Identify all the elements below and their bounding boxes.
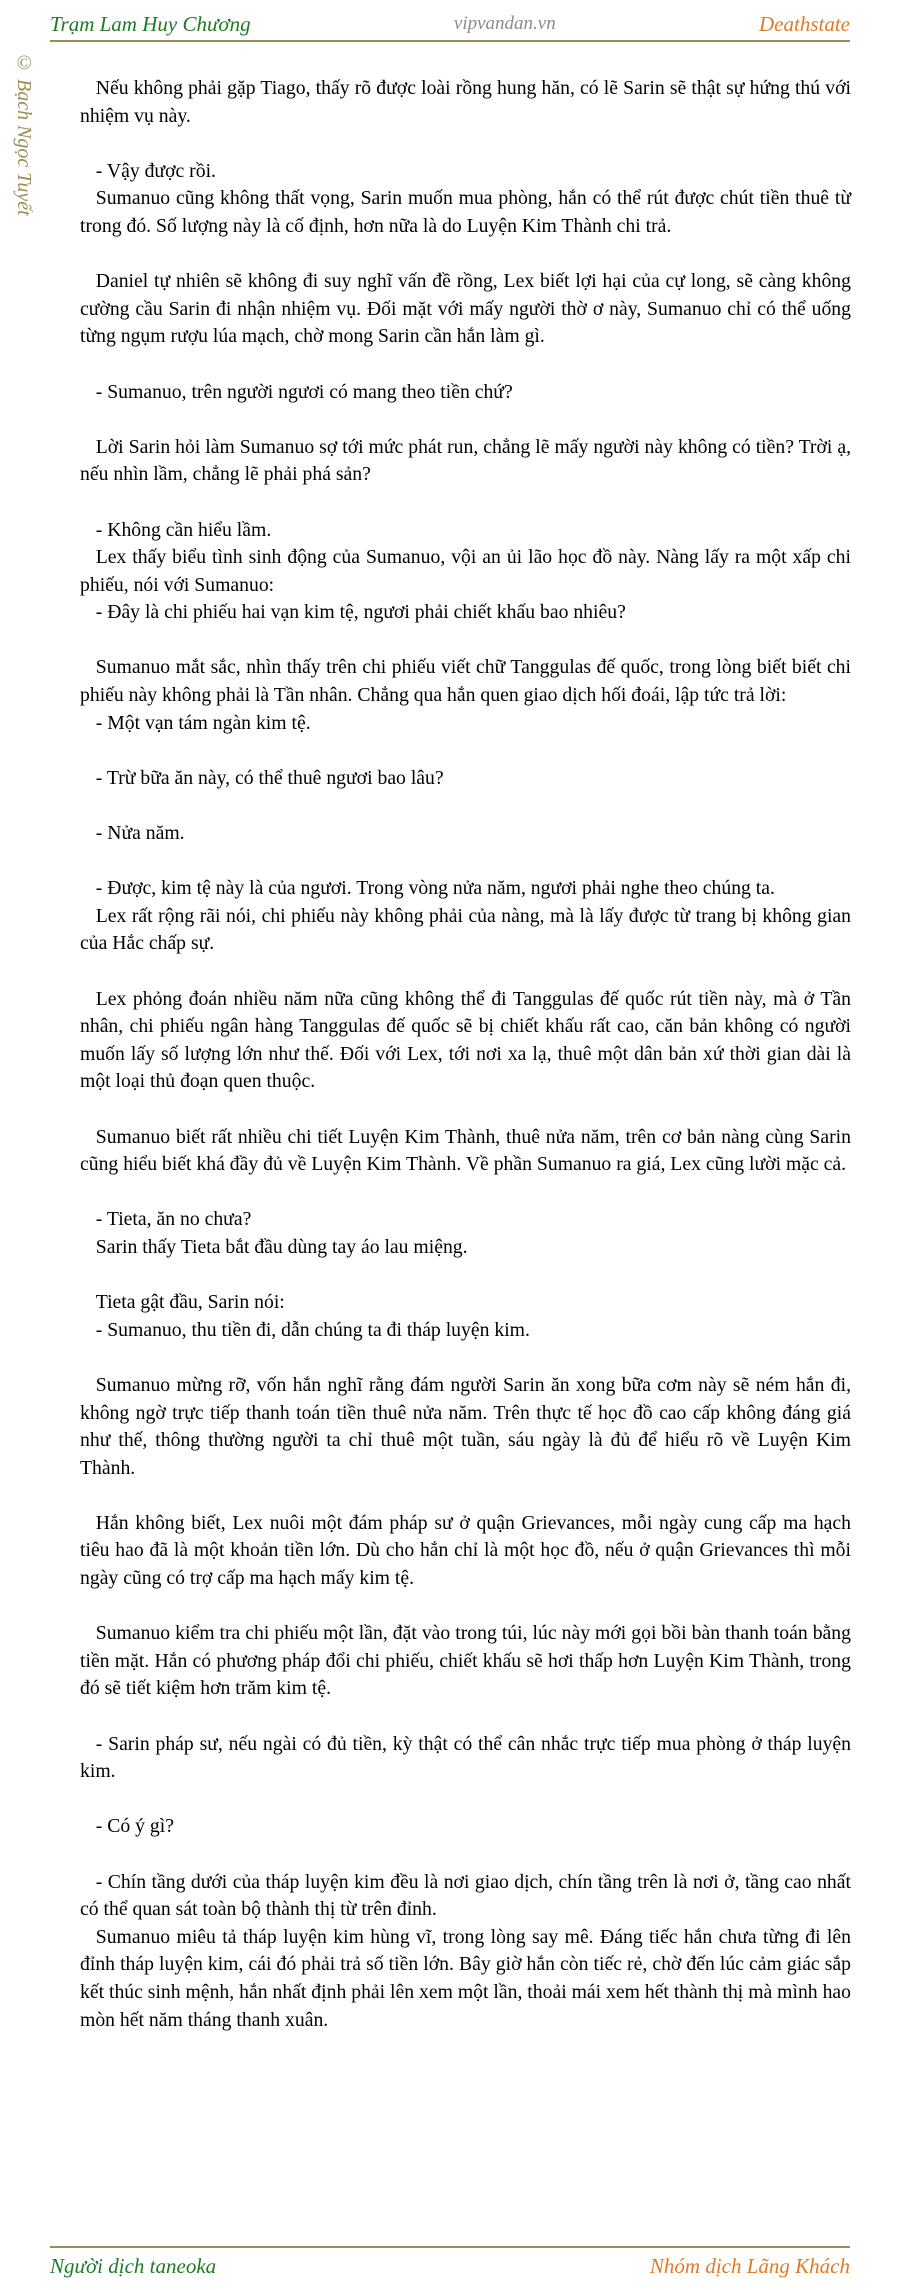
paragraph: - Sumanuo, thu tiền đi, dẫn chúng ta đi tháp luyện kim. (95, 1318, 530, 1341)
footer-translator: Người dịch taneoka (50, 2253, 217, 2278)
paragraph-gap (80, 1344, 851, 1372)
paragraph-gap (80, 1482, 851, 1510)
paragraph: - Một vạn tám ngàn kim tệ. (95, 711, 311, 734)
page-footer (50, 2246, 850, 2284)
paragraph: Daniel tự nhiên sẽ không đi suy nghĩ vấn đề rồng, Lex biết lợi hại của cự long, sẽ càng không cường cầu Sarin đi nhận nhiệm vụ. Đối mặt với mấy người thờ ơ này, Sumanuo chỉ có thể uống từng ngụm rượu lúa mạch, chờ mong Sarin cần hắn làm gì. (80, 270, 851, 348)
paragraph-gap (80, 1096, 851, 1124)
paragraph: - Đây là chi phiếu hai vạn kim tệ, ngươi phải chiết khấu bao nhiêu? (95, 601, 626, 624)
paragraph: - Vậy được rồi. (95, 159, 216, 182)
paragraph: - Chín tầng dưới của tháp luyện kim đều là nơi giao dịch, chín tầng trên là nơi ở, tầng cao nhất có thể quan sát toàn bộ thành thị từ trên đỉnh. (80, 1870, 851, 1921)
paragraph-gap (80, 1593, 851, 1621)
paragraph-gap (80, 489, 851, 517)
paragraph: - Sarin pháp sư, nếu ngài có đủ tiền, kỳ thật có thể cân nhắc trực tiếp mua phòng ở tháp luyện kim. (80, 1732, 851, 1783)
paragraph: Lex rất rộng rãi nói, chi phiếu này không phải của nàng, mà là lấy được từ trang bị không gian của Hắc chấp sự. (80, 904, 851, 955)
paragraph: Lex phỏng đoán nhiều năm nữa cũng không thể đi Tanggulas đế quốc rút tiền này, mà ở Tần nhân, chi phiếu ngân hàng Tanggulas đế quốc sẽ bị chiết khấu rất cao, căn bản không có người muốn lấy số lượng lớn như thế. Đối với Lex, tới nơi xa lạ, thuê một dân bản xứ thời gian dài là một loại thủ đoạn quen thuộc. (80, 987, 851, 1093)
paragraph: Sumanuo cũng không thất vọng, Sarin muốn mua phòng, hắn có thể rút được chút tiền thuê từ trong đó. Số lượng này là cố định, hơn nữa là do Luyện Kim Thành chi trả. (80, 187, 851, 237)
paragraph-gap (80, 737, 851, 765)
paragraph-gap (80, 848, 851, 876)
paragraph: - Được, kim tệ này là của ngươi. Trong vòng nửa năm, ngươi phải nghe theo chúng ta. (95, 877, 775, 900)
paragraph: - Sumanuo, trên người ngươi có mang theo tiền chứ? (95, 380, 513, 403)
paragraph: - Có ý gì? (95, 1815, 174, 1838)
paragraph: - Tieta, ăn no chưa? (95, 1208, 252, 1231)
paragraph-gap (80, 130, 851, 158)
paragraph-gap (80, 1841, 851, 1869)
paragraph: Nếu không phải gặp Tiago, thấy rõ được loài rồng hung hăn, có lẽ Sarin sẽ thật sự hứng thú với nhiệm vụ này. (80, 77, 851, 127)
paragraph: Hắn không biết, Lex nuôi một đám pháp sư ở quận Grievances, mỗi ngày cung cấp ma hạch tiêu hao đã là một khoản tiền lớn. Dù cho hắn chỉ là một học đồ, nếu ở quận Grievances thì mỗi ngày cũng có trợ cấp ma hạch mấy kim tệ. (80, 1511, 851, 1590)
header-author: Deathstate (759, 11, 850, 36)
paragraph: - Trừ bữa ăn này, có thể thuê ngươi bao lâu? (95, 766, 444, 789)
paragraph-gap (80, 792, 851, 820)
paragraph: Sumanuo mừng rỡ, vốn hắn nghĩ rằng đám người Sarin ăn xong bữa cơm này sẽ ném hắn đi, không ngờ trực tiếp thanh toán tiền thuê nửa năm. Trên thực tế học đồ cao cấp không đáng giá như thế, thông thường người ta chỉ thuê một tuần, sáu ngày là đủ để hiểu rõ về Luyện Kim Thành. (80, 1373, 851, 1479)
page-header (50, 8, 850, 42)
paragraph-gap (80, 241, 851, 269)
header-site-name: vipvandan.vn (453, 13, 556, 34)
paragraph: Sumanuo biết rất nhiều chi tiết Luyện Kim Thành, thuê nửa năm, trên cơ bản nàng cùng Sarin cũng hiểu biết khá đầy đủ về Luyện Kim Thành. Về phần Sumanuo ra giá, Lex cũng lười mặc cả. (80, 1125, 851, 1176)
footer-group: Nhóm dịch Lãng Khách (649, 2253, 850, 2278)
paragraph: Lex thấy biểu tình sinh động của Sumanuo, vội an ủi lão học đồ này. Nàng lấy ra một xấp chi phiếu, nói với Sumanuo: (80, 546, 851, 596)
paragraph-gap (80, 1179, 851, 1207)
paragraph-gap (80, 958, 851, 986)
paragraph: Sumanuo miêu tả tháp luyện kim hùng vĩ, trong lòng say mê. Đáng tiếc hắn chưa từng đi lên đỉnh tháp luyện kim, cái đó phải trả số tiền lớn. Bây giờ hắn còn tiếc rẻ, chờ đến lúc cảm giác sắp kết thúc sinh mệnh, hắn nhất định phải lên xem một lần, thoải mái xem hết thành thị mà mình hao mòn hết năm tháng thanh xuân. (80, 1925, 851, 2031)
paragraph: Sumanuo mắt sắc, nhìn thấy trên chi phiếu viết chữ Tanggulas đế quốc, trong lòng biết biết chi phiếu này không phải là Tần nhân. Chẳng qua hắn quen giao dịch hối đoái, lập tức trả lời: (80, 656, 851, 707)
paragraph: Sarin thấy Tieta bắt đầu dùng tay áo lau miệng. (95, 1235, 468, 1258)
paragraph-gap (80, 406, 851, 434)
paragraph: - Không cần hiểu lầm. (95, 518, 272, 541)
paragraph-gap (80, 351, 851, 379)
chapter-body (80, 75, 851, 2034)
paragraph: Tieta gật đầu, Sarin nói: (95, 1291, 285, 1314)
paragraph: Sumanuo kiểm tra chi phiếu một lần, đặt vào trong túi, lúc này mới gọi bồi bàn thanh toán bằng tiền mặt. Hắn có phương pháp đổi chi phiếu, chiết khấu sẽ hơi thấp hơn Luyện Kim Thành, trong đó sẽ tiết kiệm hơn trăm kim tệ. (80, 1622, 851, 1700)
header-book-title: Trạm Lam Huy Chương (50, 11, 251, 36)
paragraph-gap (80, 1262, 851, 1290)
paragraph-gap (80, 1703, 851, 1731)
paragraph: - Nửa năm. (95, 822, 185, 845)
paragraph-gap (80, 627, 851, 655)
paragraph-gap (80, 1786, 851, 1814)
paragraph: Lời Sarin hỏi làm Sumanuo sợ tới mức phát run, chẳng lẽ mấy người này không có tiền? Trời ạ, nếu nhìn lầm, chẳng lẽ phải phá sản? (80, 435, 851, 486)
side-copyright: © Bạch Ngọc Tuyết (13, 52, 35, 216)
